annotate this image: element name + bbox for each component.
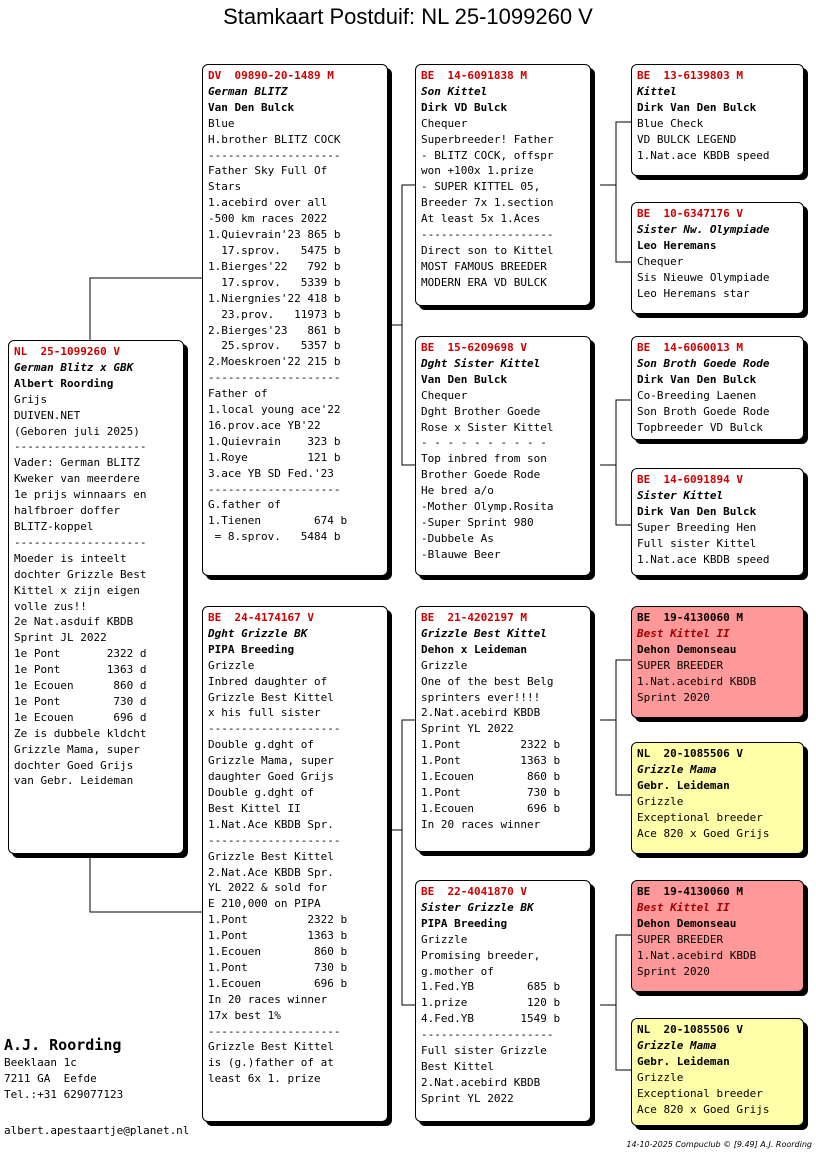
pigeon-card-sire-sire (415, 64, 591, 306)
ring-number: NL 20-1085506 V (637, 747, 743, 760)
info-line: Kittel x zijn eigen (14, 583, 140, 597)
info-line: dochter Goed Grijs (14, 758, 134, 772)
info-line: 17.sprov. 5339 b (208, 275, 341, 289)
pigeon-card-sdd (631, 468, 804, 576)
owner-address-street: Beeklaan 1c (4, 1056, 77, 1069)
info-line: Grizzle Mama, super (14, 742, 140, 756)
pigeon-name: Sister Grizzle BK (421, 900, 534, 914)
info-line: Grizzle (421, 932, 468, 946)
info-line: 1.Pont 730 b (421, 785, 561, 799)
info-line: = 8.sprov. 5484 b (208, 530, 341, 544)
pigeon-name: Dght Grizzle BK (208, 626, 308, 640)
info-line: 1.Nat.ace KBDB speed (637, 552, 770, 566)
info-line: Sprint 2020 (637, 690, 710, 704)
info-line: Grizzle Mama, super (208, 754, 334, 768)
pigeon-card-dam-sire (415, 606, 591, 852)
info-line: Grizzle Best Kittel (208, 690, 334, 704)
info-line: 1e Pont 2322 d (14, 647, 147, 661)
info-line: 1.Pont 730 b (208, 960, 348, 974)
info-line: Grizzle Best Kittel (208, 849, 334, 863)
info-line: 16.prov.ace YB'22 (208, 418, 321, 432)
line-subject-sire (90, 278, 204, 340)
breeder-name: PIPA Breeding (421, 916, 508, 930)
info-line: 1.Fed.YB 685 b (421, 980, 561, 994)
info-line: Father of (208, 387, 268, 401)
info-line: Chequer (421, 116, 468, 130)
ring-number: BE 13-6139803 M (637, 69, 743, 82)
info-line: BLITZ-koppel (14, 519, 94, 533)
info-line: Superbreeder! Father (421, 132, 554, 146)
info-line: Best Kittel (421, 1059, 494, 1073)
ring-number: NL 20-1085506 V (637, 1023, 743, 1036)
info-line: 2.Moeskroen'22 215 b (208, 355, 341, 369)
info-line: MOST FAMOUS BREEDER (421, 259, 547, 273)
info-line: E 210,000 on PIPA (208, 897, 321, 911)
breeder-name: Van Den Bulck (208, 100, 295, 114)
line-sire-parents (388, 185, 416, 465)
info-line: 17x best 1% (208, 1008, 281, 1022)
info-line: -------------------- (208, 722, 341, 736)
info-line: YL 2022 & sold for (208, 881, 328, 895)
info-line: Promising breeder, (421, 948, 541, 962)
pigeon-name: German Blitz x GBK (14, 360, 134, 374)
info-line: 1e prijs winnaars en (14, 488, 147, 502)
pigeon-name: Son Kittel (421, 84, 488, 98)
info-line: 1.Nat.Ace KBDB Spr. (208, 817, 334, 831)
breeder-name: Dirk VD Bulck (421, 100, 508, 114)
info-line: 2e Nat.asduif KBDB (14, 615, 134, 629)
breeder-name: Leo Heremans (637, 238, 717, 252)
info-line: 1e Ecouen 860 d (14, 679, 147, 693)
info-line: Grizzle (421, 658, 468, 672)
info-line: Sprint JL 2022 (14, 631, 107, 645)
pigeon-name: Best Kittel II (637, 900, 730, 914)
info-line: Brother Goede Rode (421, 468, 541, 482)
info-line: In 20 races winner (421, 817, 541, 831)
info-line: G.father of (208, 498, 281, 512)
info-line: 2.Nat.acebird KBDB (421, 1075, 541, 1089)
info-line: Inbred daughter of (208, 674, 328, 688)
info-line: 1.Ecouen 696 b (208, 976, 348, 990)
info-line: g.mother of (421, 964, 494, 978)
pigeon-card-subject (8, 340, 184, 854)
info-line: Rose x Sister Kittel (421, 420, 554, 434)
info-line: - SUPER KITTEL 05, (421, 180, 541, 194)
info-line: SUPER BREEDER (637, 932, 724, 946)
info-line: van Gebr. Leideman (14, 774, 134, 788)
info-line: -------------------- (421, 228, 554, 242)
info-line: 1.Ecouen 860 b (208, 945, 348, 959)
info-line: Grizzle (637, 1070, 684, 1084)
line-subject-dam (90, 855, 204, 912)
info-line: least 6x 1. prize (208, 1072, 321, 1086)
pigeon-card-dsd (631, 742, 804, 854)
info-line: Co-Breeding Laenen (637, 388, 757, 402)
pigeon-card-sire-dam (415, 336, 591, 576)
info-line: Topbreeder VD Bulck (637, 420, 763, 434)
info-line: Leo Heremans star (637, 286, 750, 300)
info-line: won +100x 1.prize (421, 164, 534, 178)
info-line: 1.Nat.acebird KBDB (637, 948, 757, 962)
info-line: -Dubbele As (421, 531, 494, 545)
info-line: 1.Pont 1363 b (208, 929, 348, 943)
info-line: -------------------- (208, 833, 341, 847)
pigeon-name: Grizzle Mama (637, 1038, 717, 1052)
info-line: Moeder is inteelt (14, 551, 127, 565)
info-line: x his full sister (208, 706, 321, 720)
info-line: 1.Nat.acebird KBDB (637, 674, 757, 688)
owner-phone: Tel.:+31 629077123 (4, 1088, 124, 1101)
ring-number: DV 09890-20-1489 M (208, 69, 334, 82)
ring-number: BE 19-4130060 M (637, 611, 743, 624)
info-line: 25.sprov. 5357 b (208, 339, 341, 353)
info-line: Direct son to Kittel (421, 243, 554, 257)
info-line: Chequer (637, 254, 684, 268)
ring-number: NL 25-1099260 V (14, 345, 120, 358)
info-line: Best Kittel II (208, 801, 301, 815)
line-ss-parents (600, 122, 632, 262)
info-line: 2.Nat.acebird KBDB (421, 706, 541, 720)
info-line: -------------------- (421, 1028, 554, 1042)
info-line: Blue (208, 116, 235, 130)
info-line: 1.Tienen 674 b (208, 514, 348, 528)
ring-number: BE 15-6209698 V (421, 341, 527, 354)
info-line: 3.ace YB SD Fed.'23 (208, 466, 334, 480)
info-line: H.brother BLITZ COCK (208, 132, 341, 146)
info-line: MODERN ERA VD BULCK (421, 275, 547, 289)
pigeon-name: Dght Sister Kittel (421, 356, 541, 370)
info-line: Sprint YL 2022 (421, 1091, 514, 1105)
line-sd-parents (600, 400, 632, 525)
info-line: - - - - - - - - - - (421, 436, 547, 450)
info-line: Ace 820 x Goed Grijs (637, 826, 770, 840)
pigeon-name: Sister Nw. Olympiade (637, 222, 770, 236)
info-line: At least 5x 1.Aces (421, 212, 541, 226)
ring-number: BE 14-6060013 M (637, 341, 743, 354)
info-line: 1e Pont 730 d (14, 694, 147, 708)
info-line: He bred a/o (421, 484, 494, 498)
info-line: Dght Brother Goede (421, 404, 541, 418)
info-line: (Geboren juli 2025) (14, 424, 140, 438)
info-line: VD BULCK LEGEND (637, 132, 737, 146)
info-line: 1.Ecouen 860 b (421, 770, 561, 784)
info-line: Double g.dght of (208, 738, 314, 752)
info-line: One of the best Belg (421, 674, 554, 688)
info-line: Top inbred from son (421, 452, 547, 466)
info-line: 4.Fed.YB 1549 b (421, 1012, 561, 1026)
pigeon-card-dss (631, 606, 804, 718)
pigeon-card-dam-dam (415, 880, 591, 1122)
breeder-name: Dirk Van Den Bulck (637, 100, 757, 114)
info-line: 1.Nat.ace KBDB speed (637, 148, 770, 162)
info-line: 1.prize 120 b (421, 996, 561, 1010)
info-line: Exceptional breeder (637, 1086, 763, 1100)
info-line: DUIVEN.NET (14, 408, 81, 422)
breeder-name: Albert Roording (14, 376, 114, 390)
info-line: Blue Check (637, 116, 704, 130)
info-line: 1.Niergnies'22 418 b (208, 291, 341, 305)
info-line: -------------------- (14, 440, 147, 454)
ring-number: BE 14-6091894 V (637, 473, 743, 486)
info-line: Ace 820 x Goed Grijs (637, 1102, 770, 1116)
info-line: 17.sprov. 5475 b (208, 243, 341, 257)
info-line: sprinters ever!!!! (421, 690, 541, 704)
info-line: Full sister Kittel (637, 536, 757, 550)
breeder-name: Dehon Demonseau (637, 916, 737, 930)
info-line: 2.Nat.Ace KBDB Spr. (208, 865, 334, 879)
info-line: Kweker van meerdere (14, 472, 140, 486)
info-line: Ze is dubbele kldcht (14, 726, 147, 740)
info-line: daughter Goed Grijs (208, 770, 334, 784)
pigeon-card-dds (631, 880, 804, 992)
info-line: Stars (208, 180, 242, 194)
pigeon-name: Son Broth Goede Rode (637, 356, 770, 370)
ring-number: BE 22-4041870 V (421, 885, 527, 898)
breeder-name: Dehon Demonseau (637, 642, 737, 656)
info-line: dochter Grizzle Best (14, 567, 147, 581)
breeder-name: Van Den Bulck (421, 372, 508, 386)
info-line: -Blauwe Beer (421, 547, 501, 561)
info-line: Super Breeding Hen (637, 520, 757, 534)
owner-email: albert.apestaartje@planet.nl (4, 1124, 190, 1137)
page-title: Stamkaart Postduif: NL 25-1099260 V (223, 4, 593, 29)
info-line: -------------------- (208, 482, 341, 496)
breeder-name: Gebr. Leideman (637, 778, 730, 792)
info-line: Grizzle Best Kittel (208, 1040, 334, 1054)
breeder-name: Dirk Van Den Bulck (637, 372, 757, 386)
info-line: Son Broth Goede Rode (637, 404, 770, 418)
owner-address-city: 7211 GA Eefde (4, 1072, 97, 1085)
info-line: 1.Bierges'22 792 b (208, 259, 341, 273)
ring-number: BE 19-4130060 M (637, 885, 743, 898)
info-line: 1.acebird over all (208, 196, 328, 210)
info-line: Chequer (421, 388, 468, 402)
info-line: Sprint YL 2022 (421, 722, 514, 736)
breeder-name: Dehon x Leideman (421, 642, 527, 656)
info-line: -Mother Olymp.Rosita (421, 500, 554, 514)
info-line: Sis Nieuwe Olympiade (637, 270, 770, 284)
info-line: Double g.dght of (208, 785, 314, 799)
info-line: 1.Roye 121 b (208, 450, 341, 464)
ring-number: BE 24-4174167 V (208, 611, 314, 624)
info-line: volle zus!! (14, 599, 87, 613)
info-line: 1.Quievrain'23 865 b (208, 228, 341, 242)
pigeon-name: Grizzle Mama (637, 762, 717, 776)
breeder-name: Dirk Van Den Bulck (637, 504, 757, 518)
pigeon-name: German BLITZ (208, 84, 288, 98)
breeder-name: PIPA Breeding (208, 642, 295, 656)
line-ds-parents (600, 660, 632, 795)
info-line: Vader: German BLITZ (14, 456, 140, 470)
pigeon-card-ddd (631, 1018, 804, 1126)
pigeon-name: Sister Kittel (637, 488, 724, 502)
info-line: -Super Sprint 980 (421, 515, 534, 529)
pigeon-name: Kittel (637, 84, 677, 98)
ring-number: BE 10-6347176 V (637, 207, 743, 220)
info-line: -------------------- (208, 148, 341, 162)
info-line: 1.Ecouen 696 b (421, 801, 561, 815)
pigeon-card-sire (202, 64, 388, 576)
pigeon-card-sss (631, 64, 804, 176)
info-line: 1e Pont 1363 d (14, 663, 147, 677)
info-line: Grizzle (637, 794, 684, 808)
pigeon-name: Best Kittel II (637, 626, 730, 640)
info-line: 1.Pont 2322 b (421, 738, 561, 752)
info-line: 1.Pont 2322 b (208, 913, 348, 927)
info-line: -------------------- (208, 371, 341, 385)
info-line: 2.Bierges'23 861 b (208, 323, 341, 337)
info-line: 1.Quievrain 323 b (208, 434, 341, 448)
info-line: Exceptional breeder (637, 810, 763, 824)
ring-number: BE 14-6091838 M (421, 69, 527, 82)
info-line: In 20 races winner (208, 992, 328, 1006)
info-line: 23.prov. 11973 b (208, 307, 341, 321)
info-line: halfbroer doffer (14, 504, 120, 518)
owner-block (4, 1035, 123, 1103)
pigeon-card-sds (631, 336, 804, 440)
info-line: -500 km races 2022 (208, 212, 328, 226)
pigeon-name: Grizzle Best Kittel (421, 626, 547, 640)
owner-name: A.J. Roording (4, 1036, 122, 1054)
footer-credit: 14-10-2025 Compuclub © [9.49] A.J. Roording (626, 1140, 812, 1149)
line-dam-parents (388, 720, 416, 1005)
info-line: 1e Ecouen 696 d (14, 710, 147, 724)
info-line: 1.local young ace'22 (208, 403, 341, 417)
info-line: is (g.)father of at (208, 1056, 334, 1070)
info-line: - BLITZ COCK, offspr (421, 148, 554, 162)
info-line: -------------------- (14, 535, 147, 549)
info-line: SUPER BREEDER (637, 658, 724, 672)
line-dd-parents (600, 935, 632, 1070)
pigeon-card-dam (202, 606, 388, 1122)
info-line: -------------------- (208, 1024, 341, 1038)
info-line: Breeder 7x 1.section (421, 196, 554, 210)
pigeon-card-ssd (631, 202, 804, 314)
info-line: Father Sky Full Of (208, 164, 328, 178)
info-line: Grijs (14, 392, 48, 406)
info-line: Sprint 2020 (637, 964, 710, 978)
breeder-name: Gebr. Leideman (637, 1054, 730, 1068)
info-line: 1.Pont 1363 b (421, 754, 561, 768)
info-line: Grizzle (208, 658, 255, 672)
info-line: Full sister Grizzle (421, 1044, 547, 1058)
ring-number: BE 21-4202197 M (421, 611, 527, 624)
